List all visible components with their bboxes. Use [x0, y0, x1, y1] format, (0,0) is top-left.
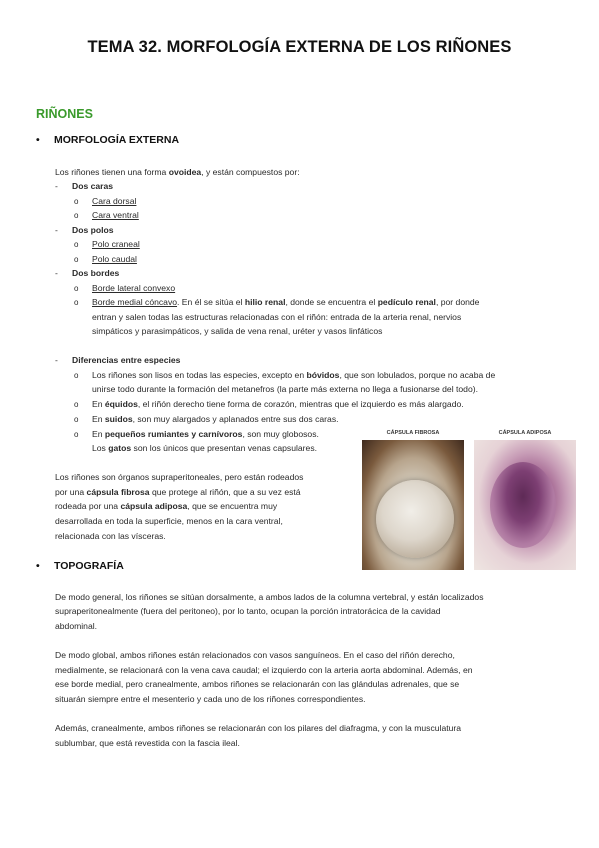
list-item: o Los riñones son lisos en todas las especies, excepto en bóvidos, que son lobulados, porque no acaba de: [74, 370, 496, 380]
topografia-p2-line: medialmente, se relacionará con la vena cava caudal; el izquierdo con la arteria aorta abdominal. Además, en: [55, 665, 473, 675]
capsula-line: por una cápsula fibrosa que protege al riñón, que a su vez está: [55, 487, 301, 497]
bullet-icon: •: [36, 134, 40, 146]
group-label-bordes: - Dos bordes: [55, 268, 120, 278]
topografia-p2-line: De modo global, ambos riñones están relacionados con vasos sanguíneos. En el caso del riñón derecho,: [55, 650, 455, 660]
list-item: o Cara dorsal: [74, 196, 137, 206]
list-item: o En équidos, el riñón derecho tiene forma de corazón, mientras que el izquierdo es más alargado.: [74, 399, 464, 409]
group-label-diferencias: - Diferencias entre especies: [55, 355, 181, 365]
list-item: o En suidos, son muy alargados y aplanados entre sus dos caras.: [74, 414, 339, 424]
kidney-fibrosa-shape: [376, 480, 454, 558]
topografia-p1-line: supraperitonealmente (fuera del peritoneo), por lo tanto, ocupan la porción intratorácica de la cavidad: [55, 606, 441, 616]
photo-caption-adiposa: CÁPSULA ADIPOSA: [498, 430, 552, 436]
topografia-p2-line: ese borde medial, pero cranealmente, ambos riñones se relacionarán con las glándulas adrenales, que se: [55, 679, 460, 689]
capsula-adiposa-photo: [474, 440, 576, 570]
capsula-line: desarrollada en toda la superficie, menos en la cara ventral,: [55, 516, 283, 526]
heading-morfologia: • MORFOLOGÍA EXTERNA: [36, 134, 180, 146]
photo-caption-fibrosa: CÁPSULA FIBROSA: [386, 430, 440, 436]
capsula-line: rodeada por una cápsula adiposa, que se encuentra muy: [55, 501, 278, 511]
group-label-polos: - Dos polos: [55, 225, 114, 235]
topografia-p1-line: abdominal.: [55, 621, 98, 631]
list-item-continuation: Los gatos son los únicos que presentan venas capsulares.: [92, 443, 318, 453]
section-title: RIÑONES: [36, 107, 93, 121]
kidney-adiposa-shape: [490, 462, 556, 548]
bullet-icon: •: [36, 560, 40, 572]
capsula-line: relacionada con las vísceras.: [55, 531, 166, 541]
list-item: o Polo craneal: [74, 239, 140, 249]
capsula-fibrosa-photo: [362, 440, 464, 570]
list-item-continuation: unirse todo durante la formación del metanefros (la parte más externa no llega a fusionarse del todo).: [92, 384, 478, 394]
list-item: o Polo caudal: [74, 254, 137, 264]
list-item-continuation: simpáticos y parasimpáticos, y salida de vena renal, uréter y vasos linfáticos: [92, 326, 383, 336]
list-item: o Borde lateral convexo: [74, 283, 176, 293]
topografia-p2-line: situarán siempre entre el mesenterio y cada uno de los riñones correspondientes.: [55, 694, 366, 704]
kidney-photos: [362, 430, 576, 571]
list-item: o Borde medial cóncavo. En él se sitúa el hilio renal, donde se encuentra el pedículo renal, por donde: [74, 297, 480, 307]
topografia-p3-line: sublumbar, que está revestida con la fascia ileal.: [55, 738, 240, 748]
topografia-p1-line: De modo general, los riñones se sitúan dorsalmente, a ambos lados de la columna vertebral, y están localizados: [55, 592, 484, 602]
capsula-line: Los riñones son órganos supraperitoneales, pero están rodeados: [55, 472, 304, 482]
list-item: o En pequeños rumiantes y carnívoros, son muy globosos.: [74, 429, 319, 439]
group-label-caras: - Dos caras: [55, 181, 114, 191]
heading-topografia: • TOPOGRAFÍA: [36, 560, 124, 572]
list-item-continuation: entran y salen todas las estructuras relacionadas con el riñón: entrada de la arteria renal, nervios: [92, 312, 462, 322]
page-title: TEMA 32. MORFOLOGÍA EXTERNA DE LOS RIÑONES: [87, 38, 512, 56]
topografia-p3-line: Además, cranealmente, ambos riñones se relacionarán con los pilares del diafragma, y con la musculatura: [55, 723, 462, 733]
list-item: o Cara ventral: [74, 210, 139, 220]
intro-text: Los riñones tienen una forma ovoidea, y están compuestos por:: [55, 167, 300, 177]
